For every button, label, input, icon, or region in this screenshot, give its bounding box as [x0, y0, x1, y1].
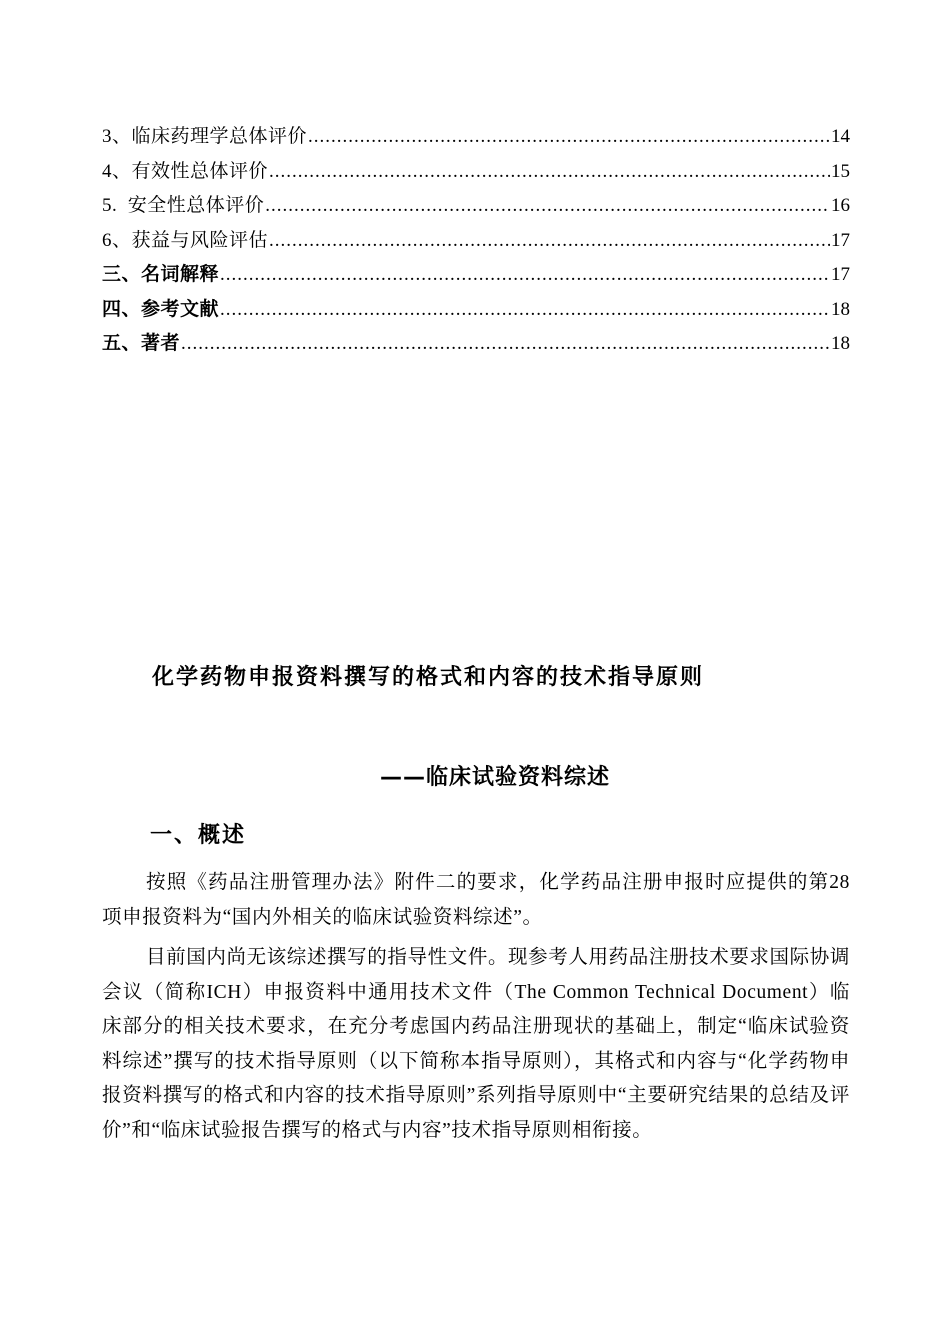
toc-entry[interactable] — [102, 226, 850, 261]
toc-dot-leader — [220, 295, 830, 325]
toc-dot-leader — [308, 122, 830, 152]
section-heading: 一、概述 — [150, 823, 247, 848]
toc-entry-label: 5. 安全性总体评价 — [102, 195, 265, 216]
toc-entry-page: 18 — [831, 333, 850, 354]
toc-dot-leader — [269, 157, 830, 187]
toc-entry-page: 17 — [831, 229, 850, 251]
toc-entry[interactable] — [102, 295, 850, 330]
toc-dot-leader — [265, 191, 830, 221]
toc-entry-label: 4、有效性总体评价 — [102, 160, 269, 182]
toc-entry[interactable] — [102, 329, 850, 364]
toc-dot-leader — [181, 329, 830, 359]
toc-entry-label: 3、临床药理学总体评价 — [102, 126, 308, 147]
body-paragraph: 按照《药品注册管理办法》附件二的要求，化学药品注册申报时应提供的第28项申报资料为“国内外相关的临床试验资料综述”。 — [102, 872, 850, 928]
toc-entry[interactable] — [102, 260, 850, 295]
toc-entry-label: 三、名词解释 — [102, 264, 220, 285]
toc-entry-page: 18 — [831, 298, 850, 320]
toc-entry[interactable] — [102, 157, 850, 192]
document-title: 化学药物申报资料撰写的格式和内容的技术指导原则 — [152, 665, 705, 690]
toc-entry[interactable] — [102, 191, 850, 226]
toc-entry-page: 14 — [831, 126, 850, 147]
toc-entry[interactable] — [102, 122, 850, 157]
toc-dot-leader — [269, 226, 830, 256]
document-subtitle: ——临床试验资料综述 — [380, 765, 611, 790]
body-paragraph: 目前国内尚无该综述撰写的指导性文件。现参考人用药品注册技术要求国际协调会议（简称ICH）申报资料中通用技术文件（The Common Technical Document）临床部分的相关技术要求，在充分考虑国内药品注册现状的基础上，制定“临床试验资料综述”撰写的技术指导原则（以下简称本指导原则），其格式和内容与“化学药物申报资料撰写的格式和内容的技术指导原则”系列指导原则中“主要研究结果的总结及评价”和“临床试验报告撰写的格式与内容”技术指导原则相衔接。 — [102, 947, 850, 1141]
toc-entry-page: 17 — [831, 264, 850, 285]
table-of-contents — [102, 122, 850, 364]
toc-entry-label: 五、著者 — [102, 333, 181, 354]
toc-entry-page: 16 — [831, 195, 850, 216]
toc-entry-label: 四、参考文献 — [102, 298, 220, 320]
toc-entry-label: 6、获益与风险评估 — [102, 229, 269, 251]
toc-dot-leader — [220, 260, 830, 290]
toc-entry-page: 15 — [831, 160, 850, 182]
